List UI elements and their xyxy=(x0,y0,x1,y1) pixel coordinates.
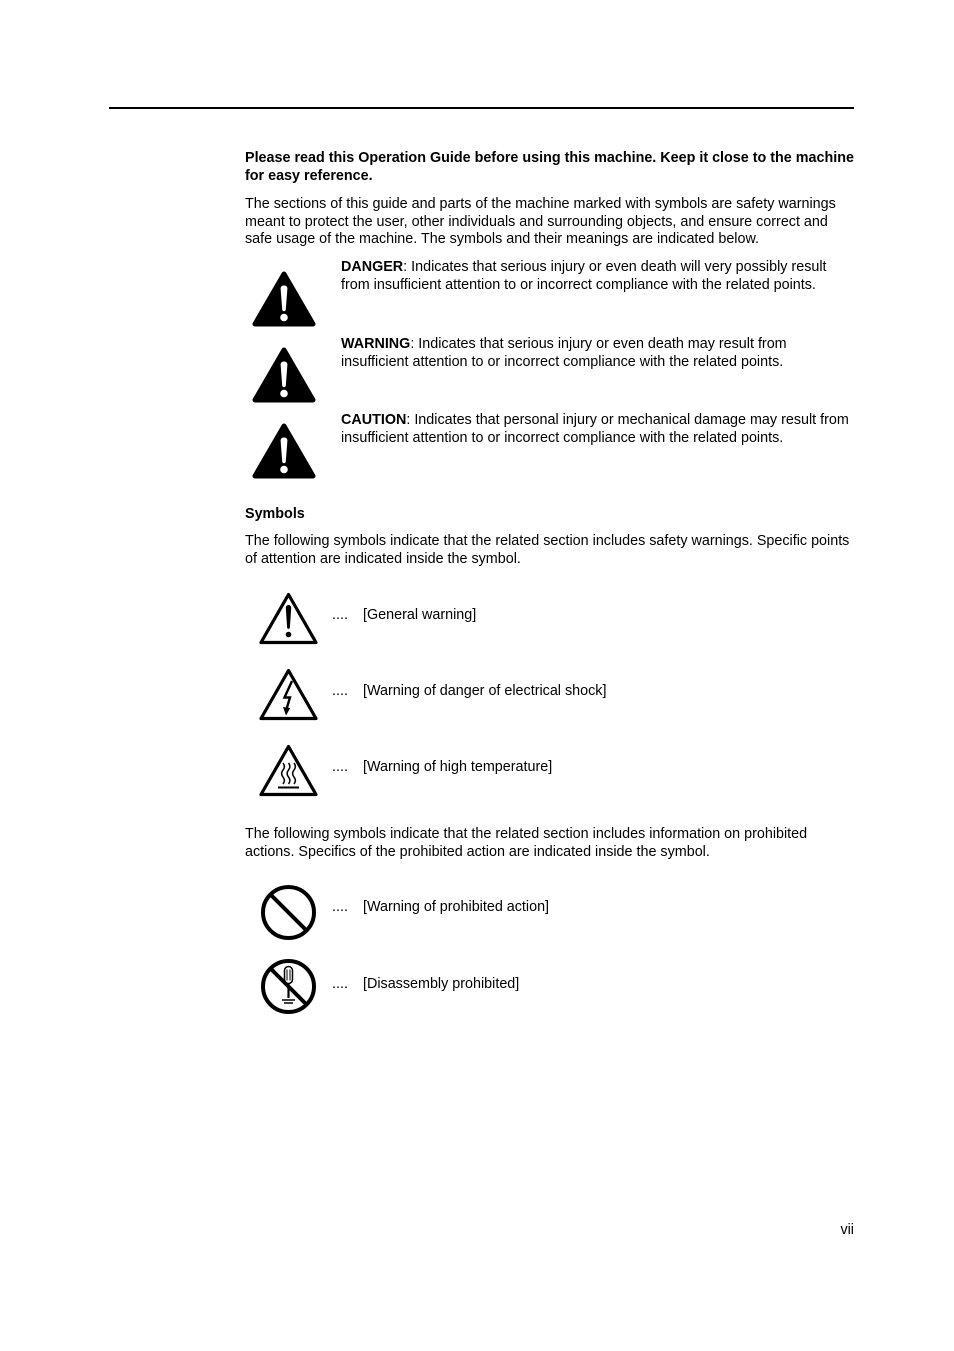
symbols-heading: Symbols xyxy=(245,506,305,522)
safety-intro-line: The sections of this guide and parts of the machine marked with symbols are safety warnings xyxy=(245,196,836,212)
warning-term: WARNING xyxy=(341,336,411,352)
prohibited-intro-line: The following symbols indicate that the related section includes information on prohibited xyxy=(245,826,808,842)
disassembly-prohibited-label: [Disassembly prohibited] xyxy=(363,976,520,992)
intro-paragraph xyxy=(245,150,854,185)
symbol-separator: .... xyxy=(332,683,348,699)
safety-intro-paragraph xyxy=(245,196,836,249)
danger-line: from insufficient attention to or incorrect compliance with the related points. xyxy=(341,276,816,293)
danger-triangle-icon xyxy=(252,270,316,328)
caution-triangle-icon xyxy=(252,422,316,480)
prohibited-symbols-intro xyxy=(245,826,807,861)
symbol-separator: .... xyxy=(332,607,348,623)
safety-intro-line: safe usage of the machine. The symbols and their meanings are indicated below. xyxy=(245,231,760,247)
danger-term: DANGER xyxy=(341,259,404,275)
warning-symbols-intro xyxy=(245,533,849,568)
symbol-separator: .... xyxy=(332,899,348,915)
electrical-shock-warning-icon xyxy=(258,667,319,722)
warning-symbols-intro-line: The following symbols indicate that the related section includes safety warnings. Specific points xyxy=(245,533,850,549)
intro-line: for easy reference. xyxy=(245,167,373,184)
high-temperature-label: [Warning of high temperature] xyxy=(363,759,553,775)
warning-description xyxy=(341,336,787,371)
warning-symbols-intro-line: of attention are indicated inside the symbol. xyxy=(245,550,521,567)
high-temperature-warning-icon xyxy=(258,743,319,798)
danger-line xyxy=(341,259,827,277)
caution-term: CAUTION xyxy=(341,412,407,428)
symbol-separator: .... xyxy=(332,759,348,775)
disassembly-prohibited-icon xyxy=(260,958,317,1015)
safety-intro-line: meant to protect the user, other individuals and surrounding objects, and ensure correct and xyxy=(245,213,828,230)
caution-line xyxy=(341,412,849,430)
danger-text: : Indicates that serious injury or even death will very possibly result xyxy=(403,259,827,275)
warning-text: : Indicates that serious injury or even death may result from xyxy=(410,336,787,352)
prohibited-action-label: [Warning of prohibited action] xyxy=(363,899,550,915)
warning-line: insufficient attention to or incorrect compliance with the related points. xyxy=(341,353,784,370)
warning-line xyxy=(341,336,787,354)
prohibited-intro-line: actions. Specifics of the prohibited action are indicated inside the symbol. xyxy=(245,843,710,860)
prohibited-action-icon xyxy=(260,884,317,941)
caution-description xyxy=(341,412,849,447)
general-warning-icon xyxy=(258,591,319,646)
warning-triangle-icon xyxy=(252,346,316,404)
symbol-separator: .... xyxy=(332,976,348,992)
caution-text: : Indicates that personal injury or mechanical damage may result from xyxy=(406,412,849,428)
general-warning-label: [General warning] xyxy=(363,607,477,623)
caution-line: insufficient attention to or incorrect compliance with the related points. xyxy=(341,429,784,446)
electrical-shock-label: [Warning of danger of electrical shock] xyxy=(363,683,607,699)
header-rule xyxy=(109,107,854,109)
danger-description xyxy=(341,259,827,294)
page-number: vii xyxy=(840,1222,854,1238)
intro-line: Please read this Operation Guide before using this machine. Keep it close to the machine xyxy=(245,150,854,166)
